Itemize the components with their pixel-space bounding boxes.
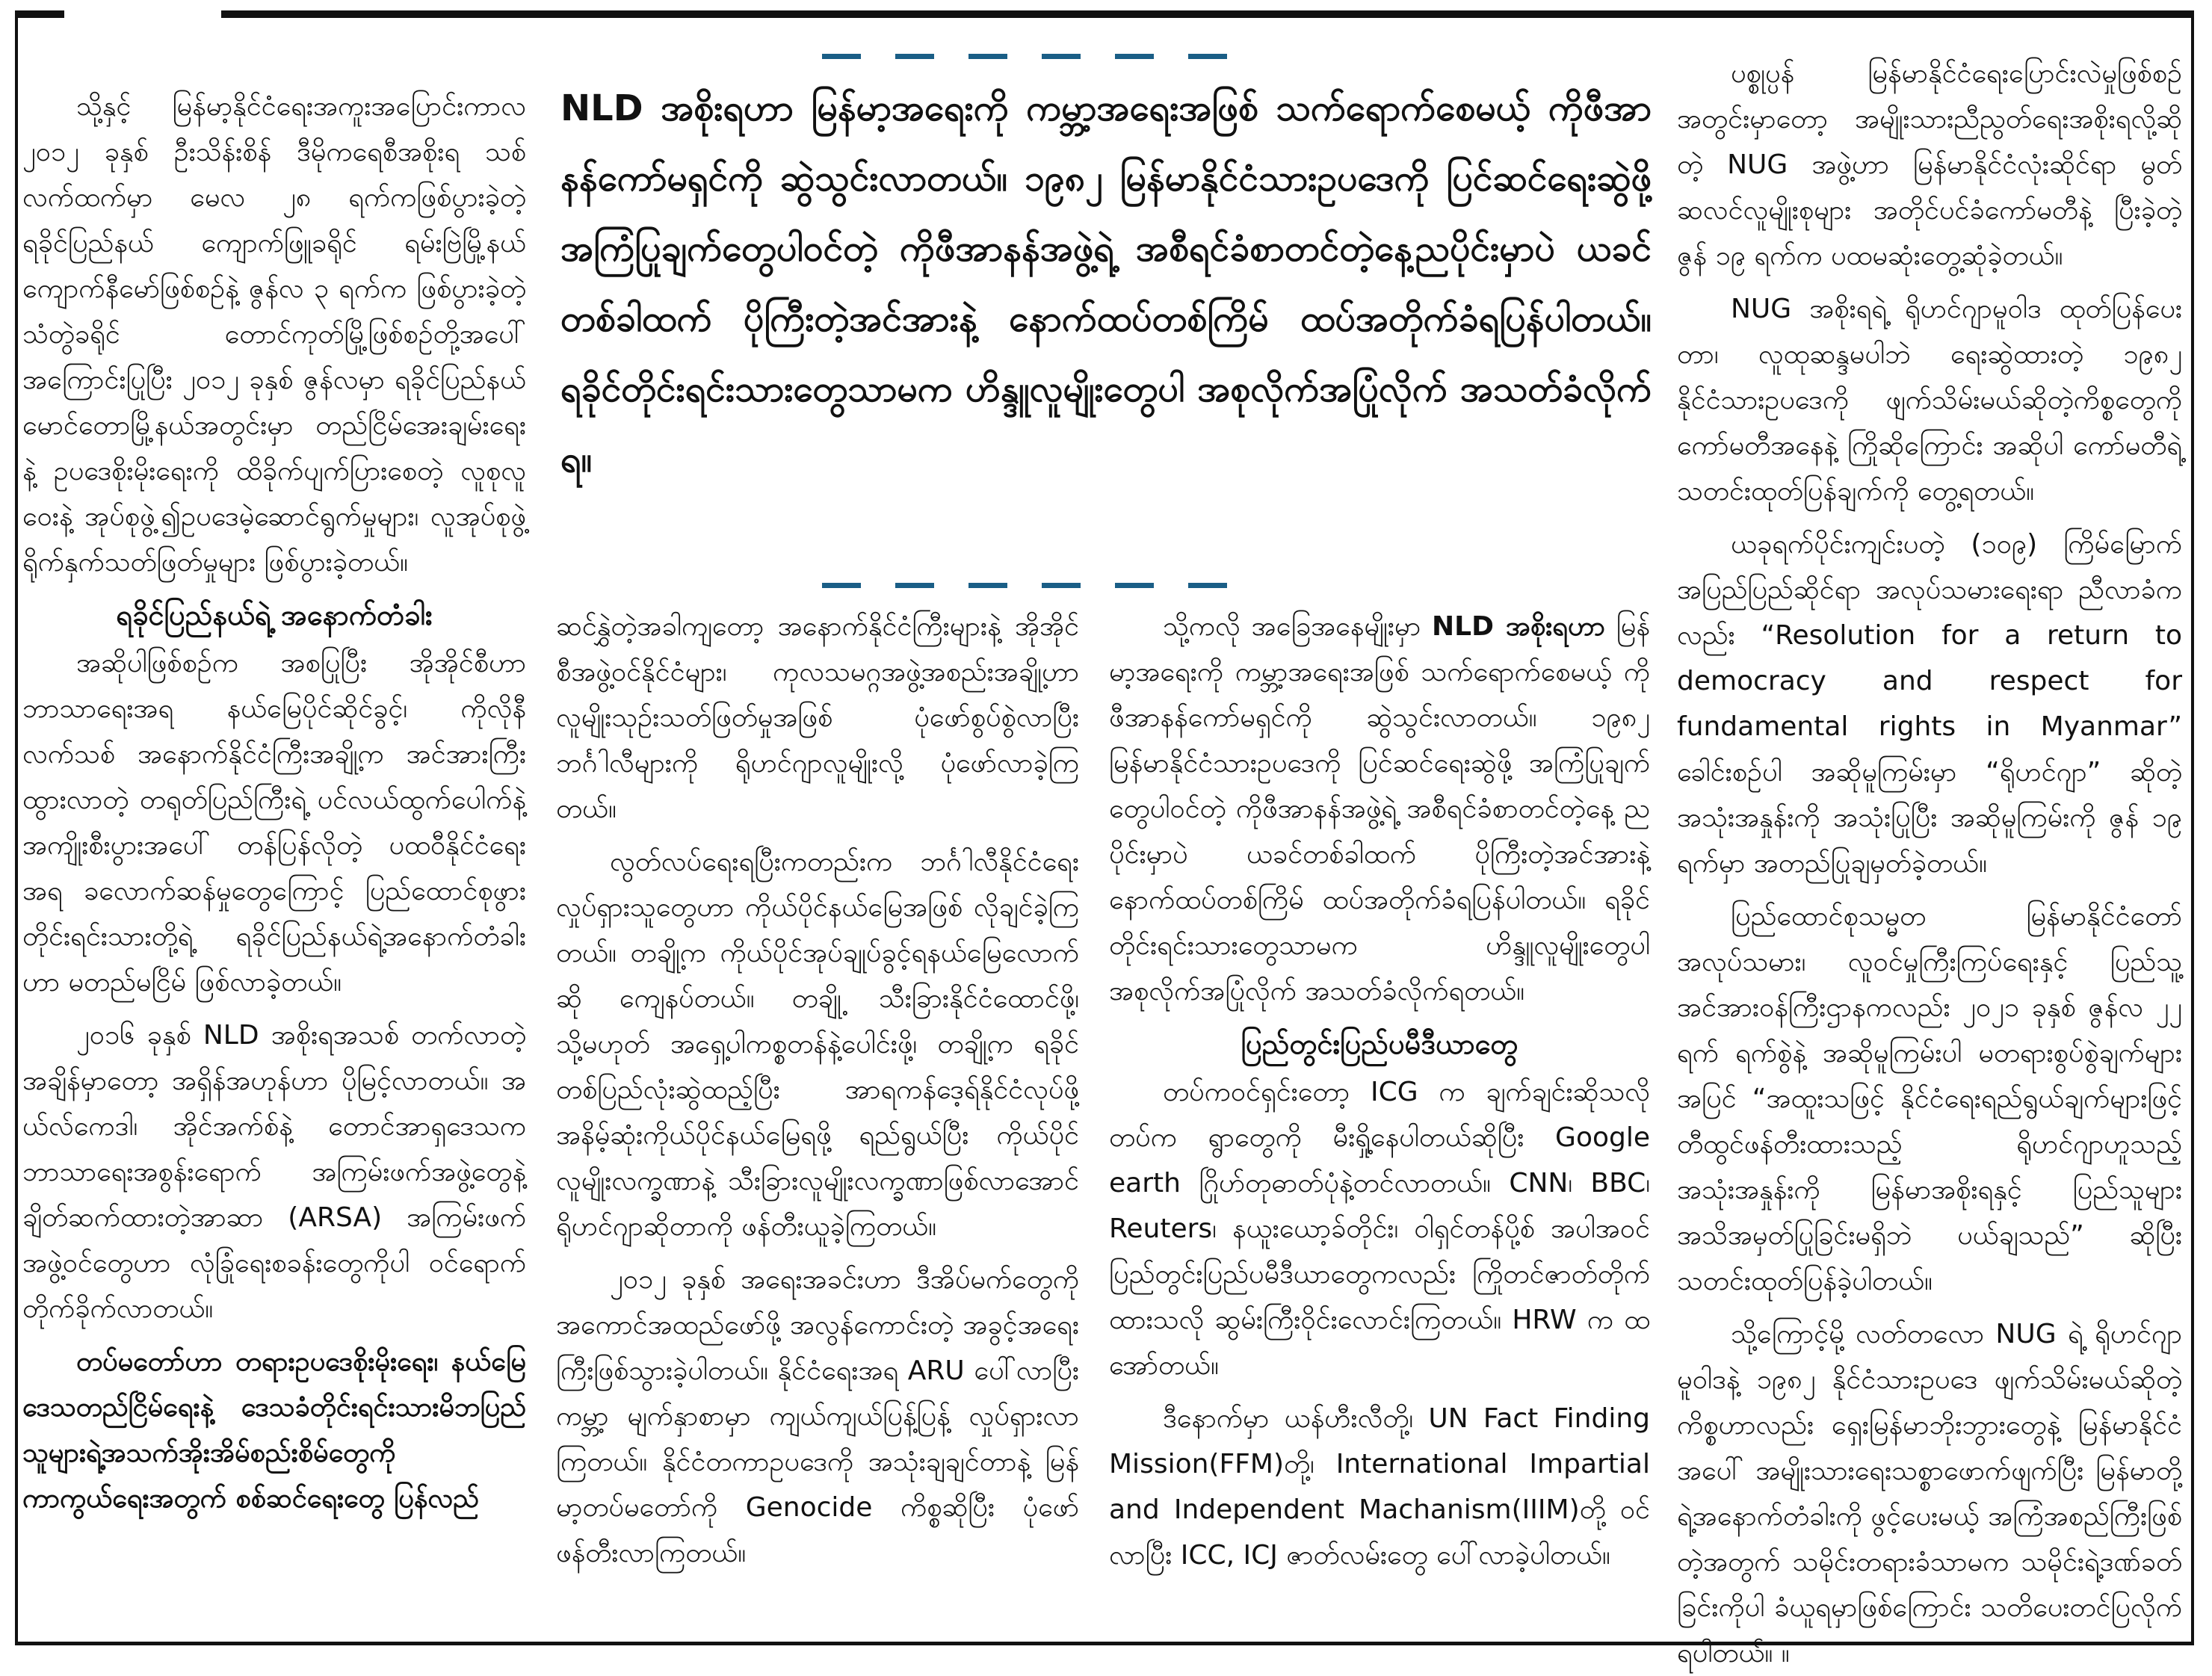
- paragraph: ပြည်ထောင်စုသမ္မတ မြန်မာနိုင်ငံတော် အလုပ်သမား၊ လူဝင်မှုကြီးကြပ်ရေးနှင့် ပြည်သူ့အင်အားဝန်ကြီးဌာနကလည်း ၂၀၂၁ ခုနှစ် ဇွန်လ ၂၂ ရက် ရက်စွဲနဲ့ အဆိုမူကြမ်းပါ မတရားစွပ်စွဲချက်များအပြင် “အထူးသဖြင့် နိုင်ငံရေးရည်ရွယ်ချက်များဖြင့် တီထွင်ဖန်တီးထားသည့် ရိုဟင်ဂျာဟူသည့် အသုံးအနှုန်းကို မြန်မာအစိုးရနှင့် ပြည်သူများ အသိအမှတ်ပြုခြင်းမရှိဘဲ ပယ်ချသည်” ဆိုပြီး သတင်းထုတ်ပြန်ခဲ့ပါတယ်။: [1677, 901, 2182, 1296]
- paragraph: ယခုရက်ပိုင်းကျင်းပတဲ့ (၁၀၉) ကြိမ်မြောက် အပြည်ပြည်ဆိုင်ရာ အလုပ်သမားရေးရာ ညီလာခံကလည်း “Resolution for a return to democracy and respect for fundamental rights in Myanmar” ခေါင်းစဉ်ပါ အဆိုမူကြမ်းမှာ “ရိုဟင်ဂျာ” ဆိုတဲ့အသုံးအနှုန်းကို အသုံးပြုပြီး အဆိုမူကြမ်းကို ဇွန် ၁၉ ရက်မှာ အတည်ပြုချမှတ်ခဲ့တယ်။: [1677, 529, 2182, 879]
- pull-quote: NLD အစိုးရဟာ မြန်မာ့အရေးကို ကမ္ဘာ့အရေးအဖြစ် သက်ရောက်စေမယ့် ကိုဖီအာနန်ကော်မရှင်ကို ဆွဲသွင်းလာတယ်။ ၁၉၈၂ မြန်မာနိုင်ငံသားဥပဒေကို ပြင်ဆင်ရေးဆွဲဖို့ အကြံပြုချက်တွေပါဝင်တဲ့ ကိုဖီအာနန်အဖွဲ့ရဲ့ အစီရင်ခံစာတင်တဲ့နေ့ညပိုင်းမှာပဲ ယခင်တစ်ခါထက် ပိုကြီးတဲ့အင်အားနဲ့ နောက်ထပ်တစ်ကြိမ် ထပ်အတိုက်ခံရပြန်ပါတယ်။ ရခိုင်တိုင်းရင်းသားတွေသာမက ဟိန္ဒူလူမျိုးတွေပါ အစုလိုက်အပြုံလိုက် အသတ်ခံလိုက်ရ။: [560, 87, 1652, 480]
- paragraph: ၂၀၁၆ ခုနှစ် NLD အစိုးရအသစ် တက်လာတဲ့ အချိန်မှာတော့ အရှိန်အဟုန်ဟာ ပိုမြင့်လာတယ်။ အယ်လ်ကေဒါ၊ အိုင်အက်စ်နဲ့ တောင်အာရှဒေသက ဘာသာရေးအစွန်းရောက် အကြမ်းဖက်အဖွဲ့တွေနဲ့ ချိတ်ဆက်ထားတဲ့အာဆာ (ARSA) အကြမ်းဖက်အဖွဲ့ဝင်တွေဟာ လုံခြုံရေးစခန်းတွေကိုပါ ဝင်ရောက်တိုက်ခိုက်လာတယ်။: [22, 1020, 526, 1324]
- paragraph: ဆင်နွှဲတဲ့အခါကျတော့ အနောက်နိုင်ငံကြီးများနဲ့ အိုအိုင်စီအဖွဲ့ဝင်နိုင်ငံများ၊ ကုလသမဂ္ဂအဖွဲ့အစည်းအချို့ဟာ လူမျိုးသုဉ်းသတ်ဖြတ်မှုအဖြစ် ပုံဖော်စွပ်စွဲလာပြီး ဘင်္ဂါလီများကို ရိုဟင်ဂျာလူမျိုးလို့ ပုံဖော်လာခဲ့ကြတယ်။: [556, 611, 1079, 824]
- paragraph: လွတ်လပ်ရေးရပြီးကတည်းက ဘင်္ဂါလီနိုင်ငံရေးလှုပ်ရှားသူတွေဟာ ကိုယ်ပိုင်နယ်မြေအဖြစ် လိုချင်ခဲ့ကြတယ်။ တချို့က ကိုယ်ပိုင်အုပ်ချုပ်ခွင့်ရနယ်မြေလောက်ဆို ကျေနပ်တယ်။ တချို့ သီးခြားနိုင်ငံထောင်ဖို့၊ သို့မဟုတ် အရှေ့ပါကစ္စတန်နဲ့ပေါင်းဖို့၊ တချို့က ရခိုင်တစ်ပြည်လုံးဆွဲထည့်ပြီး အာရကန်ဒေ့ရ်နိုင်ငံလုပ်ဖို့ အနိမ့်ဆုံးကိုယ်ပိုင်နယ်မြေရဖို့ ရည်ရွယ်ပြီး ကိုယ်ပိုင်လူမျိုးလက္ခဏာနဲ့ သီးခြားလူမျိုးလက္ခဏာဖြစ်လာအောင် ရိုဟင်ဂျာဆိုတာကို ဖန်တီးယူခဲ့ကြတယ်။: [556, 847, 1079, 1242]
- section-heading: ရခိုင်ပြည်နယ်ရဲ့ အနောက်တံခါး: [116, 599, 433, 631]
- section-heading: ပြည်တွင်းပြည်ပမီဒီယာတွေ: [1241, 1027, 1519, 1060]
- paragraph: အဆိုပါဖြစ်စဉ်က အစပြုပြီး အိုအိုင်စီဟာ ဘာသာရေးအရ နယ်မြေပိုင်ဆိုင်ခွင့်၊ ကိုလိုနီလက်သစ် အနောက်နိုင်ငံကြီးအချို့က အင်အားကြီးထွားလာတဲ့ တရုတ်ပြည်ကြီးရဲ့ ပင်လယ်ထွက်ပေါက်နဲ့ အကျိုးစီးပွားအပေါ် တန်ပြန်လိုတဲ့ ပထဝီနိုင်ငံရေးအရ ခလောက်ဆန်မှုတွေကြောင့် ပြည်ထောင်စုဖွားတိုင်းရင်းသားတို့ရဲ့ ရခိုင်ပြည်နယ်ရဲ့အနောက်တံခါးဟာ မတည်မငြိမ် ဖြစ်လာခဲ့တယ်။: [22, 648, 526, 998]
- top-rule-left: [15, 10, 64, 18]
- pull-quote-bottom-dashes: [822, 583, 1227, 588]
- paragraph-rest: မြန်မာ့အရေးကို ကမ္ဘာ့အရေးအဖြစ် သက်ရောက်စေမယ့် ကိုဖီအာနန်ကော်မရှင်ကို ဆွဲသွင်းလာတယ်။ ၁၉၈၂ မြန်မာနိုင်ငံသားဥပဒေကို ပြင်ဆင်ရေးဆွဲဖို့ အကြံပြုချက်တွေပါဝင်တဲ့ ကိုဖီအာနန်အဖွဲ့ရဲ့ အစီရင်ခံစာတင်တဲ့နေ့ ညပိုင်းမှာပဲ ယခင်တစ်ခါထက် ပိုကြီးတဲ့အင်အားနဲ့ နောက်ထပ်တစ်ကြိမ် ထပ်အတိုက်ခံရပြန်ပါတယ်။ ရခိုင်တိုင်းရင်းသားတွေသာမက ဟိန္ဒူလူမျိုးတွေပါ အစုလိုက်အပြုံလိုက် အသတ်ခံလိုက်ရတယ်။: [1109, 611, 1650, 1006]
- paragraph: သို့နှင့် မြန်မာ့နိုင်ငံရေးအကူးအပြောင်းကာလ ၂၀၁၂ ခုနှစ် ဦးသိန်းစိန် ဒီမိုကရေစီအစိုးရ သစ်လက်ထက်မှာ မေလ ၂၈ ရက်ကဖြစ်ပွားခဲ့တဲ့ ရခိုင်ပြည်နယ် ကျောက်ဖြူခရိုင် ရမ်းဗြဲမြို့နယ် ကျောက်နီမော်ဖြစ်စဉ်နဲ့ ဇွန်လ ၃ ရက်က ဖြစ်ပွားခဲ့တဲ့ သံတွဲခရိုင် တောင်ကုတ်မြို့ဖြစ်စဉ်တို့အပေါ် အကြောင်းပြုပြီး ၂၀၁၂ ခုနှစ် ဇွန်လမှာ ရခိုင်ပြည်နယ် မောင်တောမြို့နယ်အတွင်းမှာ တည်ငြိမ်အေးချမ်းရေးနဲ့ ဥပဒေစိုးမိုးရေးကို ထိခိုက်ပျက်ပြားစေတဲ့ လူစုလူဝေးနဲ့ အုပ်စုဖွဲ့၍ဥပဒေမဲ့ဆောင်ရွက်မှုများ၊ လူအုပ်စုဖွဲ့ ရိုက်နှက်သတ်ဖြတ်မှုများ ဖြစ်ပွားခဲ့တယ်။: [22, 91, 526, 578]
- pull-quote-top-dashes: [822, 54, 1227, 59]
- paragraph: NUG အစိုးရရဲ့ ရိုဟင်ဂျာမူဝါဒ ထုတ်ပြန်ပေးတာ၊ လူထုဆန္ဒမပါဘဲ ရေးဆွဲထားတဲ့ ၁၉၈၂ နိုင်ငံသားဥပဒေကို ဖျက်သိမ်းမယ်ဆိုတဲ့ကိစ္စတွေကို ကော်မတီအနေနဲ့ ကြိုဆိုကြောင်း အဆိုပါ ကော်မတီရဲ့သတင်းထုတ်ပြန်ချက်ကို တွေ့ရတယ်။: [1677, 294, 2182, 507]
- column-2: [556, 604, 1079, 1627]
- column-3: [1109, 604, 1650, 1627]
- column-1: [22, 84, 526, 1623]
- paragraph: ဒီနောက်မှာ ယန်ဟီးလီတို့၊ UN Fact Finding Mission(FFM)တို့၊ International Impartial and Independent Machanism(IIIM)တို့ ဝင်လာပြီး ICC, ICJ ဇာတ်လမ်းတွေ ပေါ်လာခဲ့ပါတယ်။: [1109, 1403, 1650, 1571]
- paragraph: တပ်ကဝင်ရှင်းတော့ ICG က ချက်ချင်းဆိုသလို တပ်က ရွာတွေကို မီးရှို့နေပါတယ်ဆိုပြီး Google earth ဂြိုဟ်တုဓာတ်ပုံနဲ့တင်လာတယ်။ CNN၊ BBC၊ Reuters၊ နယူးယော့ခ်တိုင်း၊ ဝါရှင်တန်ပို့စ် အပါအဝင် ပြည်တွင်းပြည်ပမီဒီယာတွေကလည်း ကြိုတင်ဇာတ်တိုက်ထားသလို ဆွမ်းကြီးဝိုင်းလောင်းကြတယ်။ HRW က ထအော်တယ်။: [1109, 1077, 1650, 1381]
- paragraph: ၂၀၁၂ ခုနှစ် အရေးအခင်းဟာ ဒီအိပ်မက်တွေကို အကောင်အထည်ဖော်ဖို့ အလွန်ကောင်းတဲ့ အခွင့်အရေးကြီးဖြစ်သွားခဲ့ပါတယ်။ နိုင်ငံရေးအရ ARU ပေါ်လာပြီး ကမ္ဘာ့ မျက်နှာစာမှာ ကျယ်ကျယ်ပြန့်ပြန့် လှုပ်ရှားလာကြတယ်။ နိုင်ငံတကာဥပဒေကို အသုံးချချင်တာနဲ့ မြန်မာ့တပ်မတော်ကို Genocide ကိစ္စဆိုပြီး ပုံဖော်ဖန်တီးလာကြတယ်။: [556, 1264, 1079, 1568]
- top-rule-right: [221, 10, 2194, 18]
- paragraph-lead: သို့ကလို အခြေအနေမျိုးမှာ: [1163, 611, 1433, 642]
- column-4: [1677, 51, 2182, 1669]
- paragraph-bold: တပ်မတော်ဟာ တရားဥပဒေစိုးမိုးရေး၊ နယ်မြေဒေသတည်ငြိမ်ရေးနဲ့ ဒေသခံတိုင်းရင်းသားမိဘပြည်သူများရဲ့အသက်အိုးအိမ်စည်းစိမ်တွေကို ကာကွယ်ရေးအတွက် စစ်ဆင်ရေးတွေ ပြန်လည်: [22, 1346, 526, 1514]
- paragraph: ပစ္စုပ္ပန် မြန်မာနိုင်ငံရေးပြောင်းလဲမှုဖြစ်စဉ်အတွင်းမှာတော့ အမျိုးသားညီညွတ်ရေးအစိုးရလို့ဆိုတဲ့ NUG အဖွဲ့ဟာ မြန်မာနိုင်ငံလုံးဆိုင်ရာ မွတ်ဆလင်လူမျိုးစုများ အတိုင်ပင်ခံကော်မတီနဲ့ ပြီးခဲ့တဲ့ ဇွန် ၁၉ ရက်က ပထမဆုံးတွေ့ဆုံခဲ့တယ်။: [1677, 58, 2182, 271]
- paragraph-bold-lead: NLD အစိုးရဟာ: [1432, 611, 1605, 642]
- paragraph: [1109, 604, 1650, 1014]
- paragraph: သို့ကြောင့်မို့ လတ်တလော NUG ရဲ့ ရိုဟင်ဂျာမူဝါဒနဲ့ ၁၉၈၂ နိုင်ငံသားဥပဒေ ဖျက်သိမ်းမယ်ဆိုတဲ့ ကိစ္စဟာလည်း ရှေးမြန်မာဘိုးဘွားတွေနဲ့ မြန်မာနိုင်ငံအပေါ် အမျိုးသားရေးသစ္စာဖောက်ဖျက်ပြီး မြန်မာတို့ရဲ့အနောက်တံခါးကို ဖွင့်ပေးမယ့် အကြံအစည်ကြီးဖြစ်တဲ့အတွက် သမိုင်းတရားခံသာမက သမိုင်းရဲ့ဒဏ်ခတ်ခြင်းကိုပါ ခံယူရမှာဖြစ်ကြောင်း သတိပေးတင်ပြလိုက်ရပါတယ်။ ။: [1677, 1319, 2182, 1669]
